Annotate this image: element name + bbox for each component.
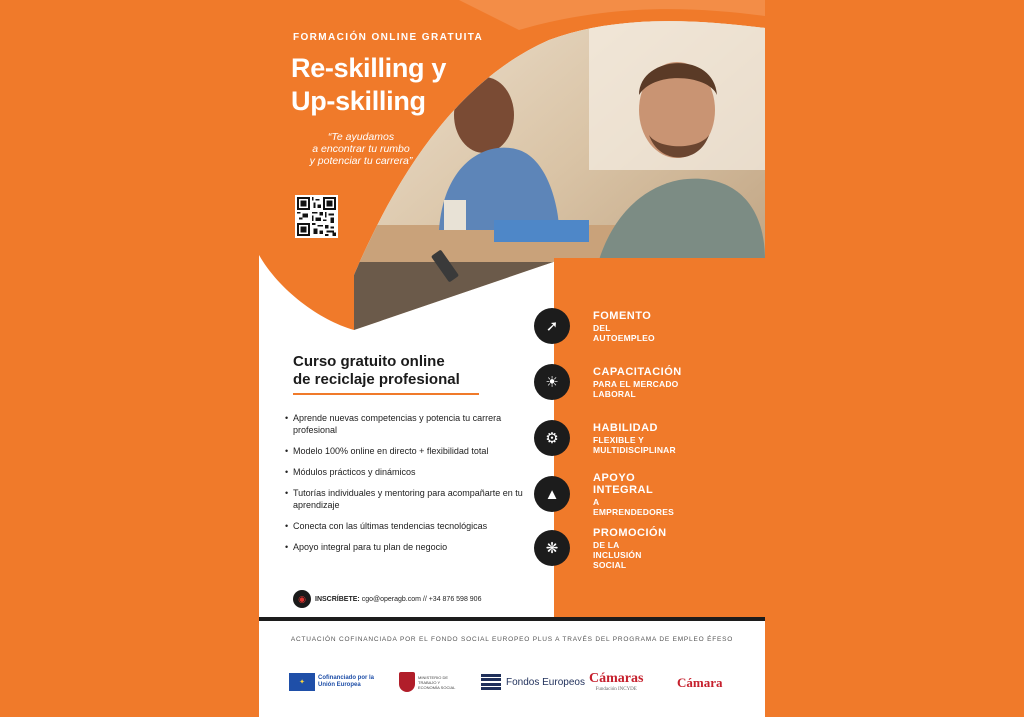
camaras-incyde-subtext: Fundación INCYDE <box>595 686 637 692</box>
camara-wordmark <box>677 676 723 689</box>
list-item: • Conecta con las últimas tendencias tecnológicas <box>285 520 535 532</box>
feature-title: FOMENTO <box>593 309 652 322</box>
feature-subtitle: FLEXIBLE Y MULTIDISCIPLINAR <box>593 434 676 455</box>
chat-bubble-icon: ◉ <box>293 590 311 608</box>
kicker-label: FORMACIÓN ONLINE GRATUITA <box>293 32 484 43</box>
quote-line-3: y potenciar tu carrera” <box>309 155 413 167</box>
camara-logo <box>677 668 723 696</box>
feature-subtitle: DE LA INCLUSIÓN SOCIAL <box>593 539 642 570</box>
eu-logo <box>289 668 374 696</box>
register-contact[interactable] <box>293 590 481 608</box>
poster <box>259 0 765 717</box>
feature-capacitacion-text <box>593 366 682 399</box>
list-item: • Módulos prácticos y dinámicos <box>285 466 535 478</box>
feature-title: CAPACITACIÓN <box>593 365 682 378</box>
register-text <box>315 596 481 603</box>
feature-apoyo-text <box>593 472 674 517</box>
eu-flag-icon: ✦ <box>289 673 315 691</box>
feature-habilidad-text <box>593 422 676 455</box>
feature-subtitle: DEL AUTOEMPLEO <box>593 322 655 343</box>
course-title <box>293 353 460 389</box>
feature-title: APOYO INTEGRAL <box>593 471 654 496</box>
rocket-growth-icon: ➚ <box>534 308 570 344</box>
ministry-logo <box>399 668 458 696</box>
camaras-incyde-logo <box>589 668 643 696</box>
spain-crest-icon <box>399 672 415 692</box>
feature-title: PROMOCIÓN <box>593 526 667 539</box>
brain-gear-icon: ⚙ <box>534 420 570 456</box>
quote-line-2: a encontrar tu rumbo <box>312 143 410 155</box>
qr-code-icon <box>297 197 336 236</box>
quote-line-1: “Te ayudamos <box>327 131 395 143</box>
course-title-line-2: de reciclaje profesional <box>293 371 460 388</box>
camaras-incyde-text: Cámaras <box>589 670 644 686</box>
eu-logo-text: Cofinanciado por la Unión Europea <box>318 675 375 688</box>
poster-quote <box>281 131 441 167</box>
camara-text: Cámara <box>677 674 723 690</box>
lightbulb-icon: ☀ <box>534 364 570 400</box>
poster-title <box>291 52 446 118</box>
growth-chart-icon: ▲ <box>534 476 570 512</box>
title-line-2: Up-skilling <box>291 86 426 116</box>
camaras-incyde-wordmark <box>589 672 643 693</box>
title-line-1: Re-skilling y <box>291 53 447 83</box>
register-contact-info[interactable]: cgo@operagb.com // +34 876 598 906 <box>361 595 482 603</box>
people-network-icon: ❋ <box>534 530 570 566</box>
course-title-line-1: Curso gratuito online <box>293 353 445 370</box>
qr-code[interactable] <box>295 195 338 238</box>
feature-fomento-text <box>593 310 655 343</box>
feature-subtitle: A EMPRENDEDORES <box>593 496 675 517</box>
feature-promocion-text <box>593 527 667 570</box>
list-item: • Tutorías individuales y mentoring para acompañarte en tu aprendizaje <box>285 487 535 511</box>
list-item: • Modelo 100% online en directo + flexibilidad total <box>285 445 535 457</box>
benefits-list <box>285 412 535 562</box>
sponsor-logos <box>259 668 765 698</box>
fondos-europeos-text: Fondos Europeos <box>506 676 585 688</box>
fondos-europeos-icon <box>481 674 501 690</box>
list-item: • Apoyo integral para tu plan de negocio <box>285 541 535 553</box>
feature-title: HABILIDAD <box>593 421 658 434</box>
register-label: INSCRÍBETE: <box>315 595 360 603</box>
footer-divider <box>259 617 765 621</box>
list-item: • Aprende nuevas competencias y potencia tu carrera profesional <box>285 412 535 436</box>
course-title-underline <box>293 393 479 395</box>
fondos-europeos-logo <box>481 668 585 696</box>
ministry-logo-text: MINISTERIO DE TRABAJO Y ECONOMÍA SOCIAL <box>418 674 456 690</box>
footer-cofinancing-note: ACTUACIÓN COFINANCIADA POR EL FONDO SOCIAL EUROPEO PLUS A TRAVÉS DEL PROGRAMA DE EMPLEO ÉFESO <box>290 636 734 643</box>
feature-subtitle: PARA EL MERCADO LABORAL <box>593 378 679 399</box>
